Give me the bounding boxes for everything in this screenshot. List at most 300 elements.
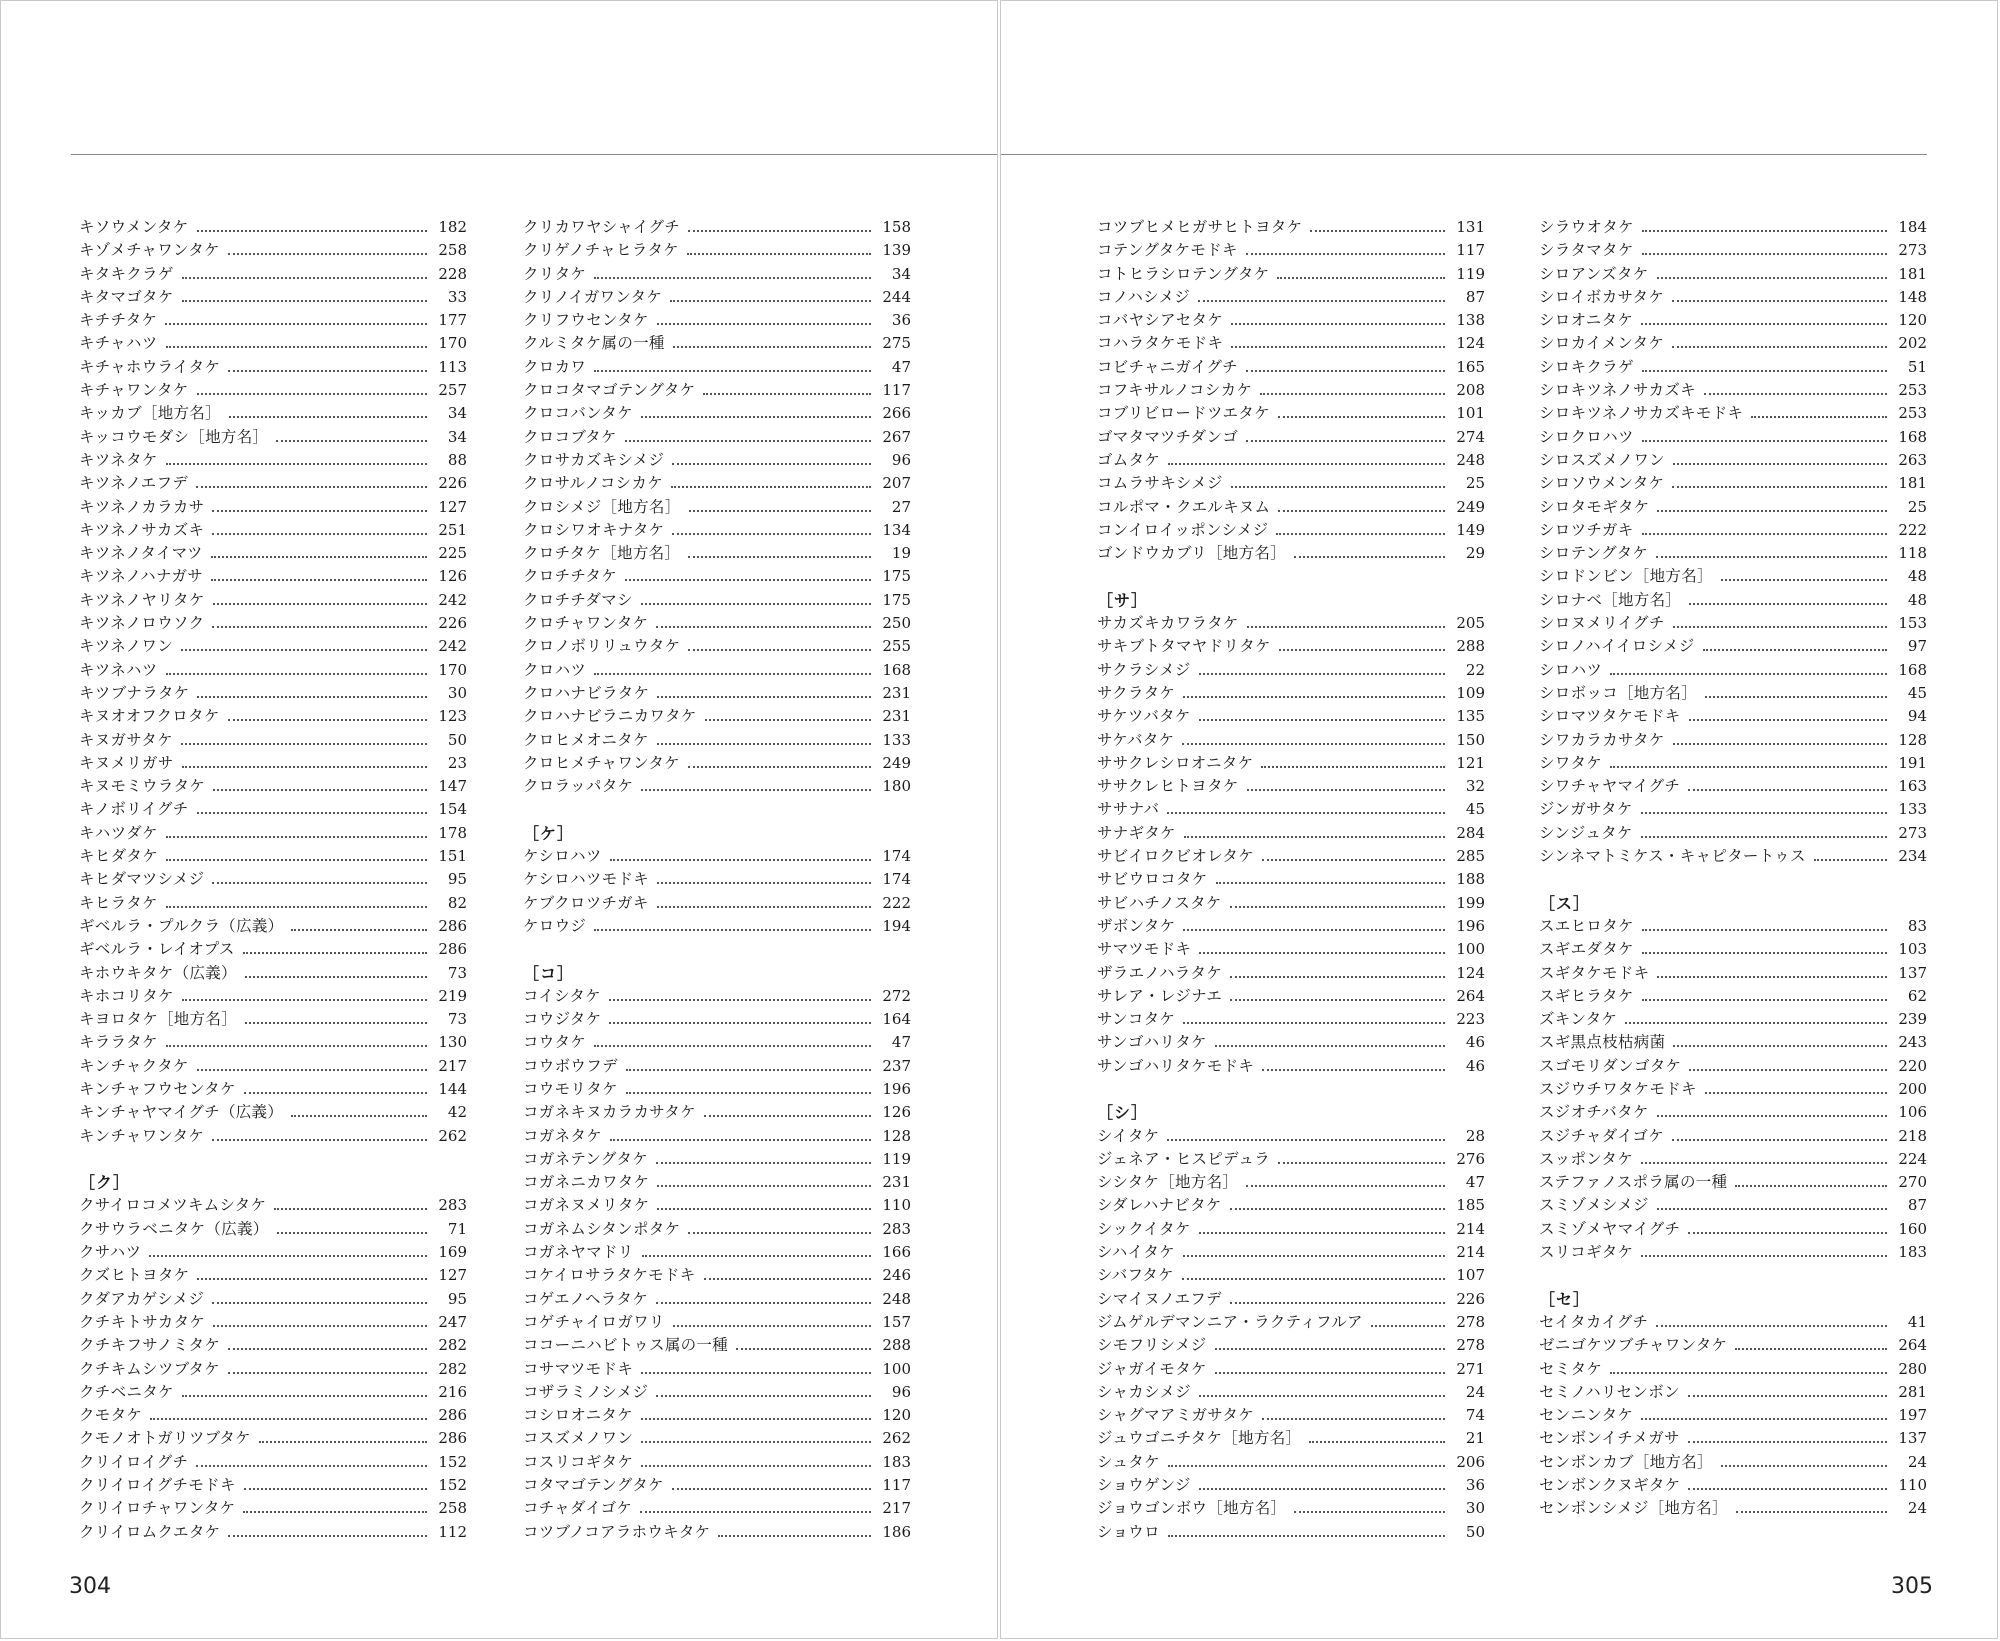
index-entry xyxy=(1539,1474,1927,1497)
dot-leader xyxy=(259,1441,427,1443)
entry-page-number: 28 xyxy=(1465,1126,1485,1145)
entry-name: キツネノワン xyxy=(79,637,174,656)
index-entry xyxy=(1097,705,1485,728)
entry-page-number: 200 xyxy=(1898,1079,1927,1098)
index-entry xyxy=(1097,1008,1485,1031)
entry-page-number: 286 xyxy=(438,1429,467,1448)
index-column xyxy=(1539,216,1927,1521)
dot-leader xyxy=(1657,277,1887,279)
index-entry xyxy=(79,589,467,612)
entry-name: センボンシメジ［地方名］ xyxy=(1539,1499,1728,1518)
entry-page-number: 224 xyxy=(1898,1149,1927,1168)
entry-name: スミゾメシメジ xyxy=(1539,1196,1649,1215)
dot-leader xyxy=(197,1278,427,1280)
index-entry xyxy=(1097,822,1485,845)
index-entry xyxy=(1539,216,1927,239)
dot-leader xyxy=(212,510,427,512)
entry-page-number: 24 xyxy=(1907,1452,1927,1471)
entry-name: キソウメンタケ xyxy=(79,218,189,236)
entry-page-number: 112 xyxy=(438,1522,467,1541)
dot-leader xyxy=(212,626,427,628)
entry-page-number: 144 xyxy=(438,1079,467,1098)
entry-page-number: 119 xyxy=(1456,264,1485,283)
entry-name: ジュウゴニチタケ［地方名］ xyxy=(1097,1429,1302,1448)
dot-leader xyxy=(641,1465,871,1467)
index-entry xyxy=(523,1194,911,1217)
entry-page-number: 83 xyxy=(1907,916,1927,935)
entry-name: コスリコギタケ xyxy=(523,1452,634,1471)
dot-leader xyxy=(609,1022,871,1024)
entry-name: キヒダタケ xyxy=(79,847,159,866)
entry-name: スリコギタケ xyxy=(1539,1243,1634,1262)
dot-leader xyxy=(1199,673,1445,675)
entry-page-number: 139 xyxy=(882,241,911,260)
entry-page-number: 45 xyxy=(1907,683,1927,702)
dot-leader xyxy=(609,999,871,1001)
entry-name: クロチチダマシ xyxy=(523,590,633,609)
index-entry xyxy=(523,1311,911,1334)
index-entry xyxy=(1097,1288,1485,1311)
entry-name: ケシロハツモドキ xyxy=(523,870,650,889)
entry-name: ギベルラ・プルクラ（広義） xyxy=(79,916,284,935)
entry-name: クサハツ xyxy=(79,1243,142,1262)
entry-page-number: 239 xyxy=(1898,1010,1927,1029)
index-entry xyxy=(1097,1381,1485,1404)
dot-leader xyxy=(211,556,427,558)
index-entry xyxy=(1097,1334,1485,1357)
index-entry xyxy=(1097,356,1485,379)
entry-name: コウボウフデ xyxy=(523,1056,618,1075)
dot-leader xyxy=(670,300,871,302)
entry-name: シャカシメジ xyxy=(1097,1382,1192,1401)
dot-leader xyxy=(688,649,871,651)
index-entry xyxy=(79,1427,467,1450)
entry-name: サケバタケ xyxy=(1097,730,1175,749)
entry-name: クリカワヤシャイグチ xyxy=(523,218,681,236)
entry-name: キツネノヤリタケ xyxy=(79,590,205,609)
entry-name: センニンタケ xyxy=(1539,1406,1634,1425)
entry-name: シロノハイイロシメジ xyxy=(1539,637,1695,656)
entry-name: ショウロ xyxy=(1097,1522,1160,1541)
index-entry xyxy=(1097,1404,1485,1427)
index-entry xyxy=(79,309,467,332)
entry-page-number: 33 xyxy=(447,287,467,306)
entry-page-number: 117 xyxy=(882,1476,911,1495)
entry-page-number: 25 xyxy=(1465,474,1485,493)
dot-leader xyxy=(1673,463,1887,465)
dot-leader xyxy=(1184,836,1445,838)
dot-leader xyxy=(1183,1255,1445,1257)
entry-page-number: 217 xyxy=(438,1056,467,1075)
entry-name: キツネノロウソク xyxy=(79,614,205,633)
dot-leader xyxy=(656,1162,871,1164)
dot-leader xyxy=(705,719,871,721)
index-entry xyxy=(523,1264,911,1287)
index-entry xyxy=(523,356,911,379)
entry-name: クサウラベニタケ（広義） xyxy=(79,1219,269,1238)
index-entry xyxy=(1097,379,1485,402)
entry-page-number: 154 xyxy=(438,800,467,819)
index-entry xyxy=(79,496,467,519)
entry-page-number: 124 xyxy=(1456,334,1485,353)
index-entry xyxy=(79,1288,467,1311)
entry-page-number: 95 xyxy=(447,870,467,889)
entry-page-number: 47 xyxy=(891,1033,911,1052)
index-entry xyxy=(1097,752,1485,775)
entry-name: クリイロムクエタケ xyxy=(79,1522,221,1541)
dot-leader xyxy=(1642,533,1888,535)
index-entry xyxy=(523,426,911,449)
entry-page-number: 283 xyxy=(882,1219,911,1238)
entry-name: シロスズメノワン xyxy=(1539,450,1665,469)
index-entry xyxy=(79,1031,467,1054)
dot-leader xyxy=(1277,277,1445,279)
index-entry xyxy=(523,1171,911,1194)
index-entry xyxy=(1539,985,1927,1008)
index-column xyxy=(523,216,911,1544)
dot-leader xyxy=(212,533,427,535)
index-entry xyxy=(523,286,911,309)
dot-leader xyxy=(1168,1465,1445,1467)
entry-page-number: 110 xyxy=(1898,1476,1927,1495)
entry-name: ギベルラ・レイオプス xyxy=(79,940,235,959)
entry-page-number: 175 xyxy=(882,567,911,586)
entry-name: キララタケ xyxy=(79,1033,158,1052)
dot-leader xyxy=(1198,300,1445,302)
index-entry xyxy=(1097,449,1485,472)
entry-name: コフキサルノコシカケ xyxy=(1097,381,1253,400)
entry-name: キヒダマツシメジ xyxy=(79,870,205,889)
index-entry xyxy=(1539,1334,1927,1357)
index-entry xyxy=(523,519,911,542)
index-entry xyxy=(1539,1101,1927,1124)
dot-leader xyxy=(276,440,427,442)
entry-name: キヌオオフクロタケ xyxy=(79,707,220,726)
dot-leader xyxy=(625,440,871,442)
index-entry xyxy=(79,729,467,752)
dot-leader xyxy=(1183,929,1445,931)
index-entry xyxy=(1097,962,1485,985)
dot-leader xyxy=(1247,626,1445,628)
index-entry xyxy=(79,286,467,309)
section-heading: ［ク］ xyxy=(79,1173,131,1193)
dot-leader xyxy=(671,486,871,488)
dot-leader xyxy=(673,1325,871,1327)
entry-page-number: 174 xyxy=(882,847,911,866)
index-entry xyxy=(1097,1125,1485,1148)
entry-page-number: 208 xyxy=(1456,381,1485,400)
dot-leader xyxy=(1657,510,1887,512)
entry-page-number: 248 xyxy=(882,1289,911,1308)
index-entry xyxy=(1097,1521,1485,1544)
dot-leader xyxy=(1721,1465,1887,1467)
dot-leader xyxy=(181,649,427,651)
dot-leader xyxy=(197,230,427,232)
index-entry xyxy=(1097,1264,1485,1287)
entry-name: センボンイチメガサ xyxy=(1539,1429,1680,1448)
index-entry xyxy=(1097,1055,1485,1078)
dot-leader xyxy=(641,603,871,605)
entry-page-number: 168 xyxy=(1898,427,1927,446)
entry-name: クロチタケ［地方名］ xyxy=(523,544,681,563)
entry-name: サクラシメジ xyxy=(1097,660,1191,679)
index-entry xyxy=(1539,1171,1927,1194)
dot-leader xyxy=(1199,719,1445,721)
entry-page-number: 107 xyxy=(1456,1266,1485,1285)
entry-name: コウモリタケ xyxy=(523,1079,618,1098)
index-entry xyxy=(79,519,467,542)
entry-name: キチャワンタケ xyxy=(79,381,189,400)
entry-name: コツブヒメヒガサヒトヨタケ xyxy=(1097,218,1303,236)
entry-page-number: 106 xyxy=(1898,1103,1927,1122)
entry-name: スギ黒点枝枯病菌 xyxy=(1539,1033,1666,1052)
entry-name: クロコタマゴテングタケ xyxy=(523,381,696,400)
entry-name: シワチャヤマイグチ xyxy=(1539,777,1681,796)
index-entry xyxy=(79,1008,467,1031)
dot-leader xyxy=(1689,603,1887,605)
dot-leader xyxy=(1735,1348,1887,1350)
dot-leader xyxy=(1672,1139,1887,1141)
index-entry xyxy=(79,659,467,682)
entry-page-number: 30 xyxy=(1465,1499,1485,1518)
entry-name: スジオチバタケ xyxy=(1539,1103,1649,1122)
index-entry xyxy=(79,356,467,379)
dot-leader xyxy=(1721,579,1887,581)
dot-leader xyxy=(1230,906,1445,908)
entry-page-number: 257 xyxy=(438,381,467,400)
index-entry xyxy=(1097,1171,1485,1194)
dot-leader xyxy=(641,416,871,418)
dot-leader xyxy=(1688,789,1887,791)
entry-page-number: 175 xyxy=(882,590,911,609)
entry-name: シマイヌノエフデ xyxy=(1097,1289,1222,1308)
entry-name: シロソウメンタケ xyxy=(1539,474,1665,493)
index-entry xyxy=(1097,729,1485,752)
entry-page-number: 120 xyxy=(882,1406,911,1425)
index-entry xyxy=(79,402,467,425)
entry-page-number: 202 xyxy=(1898,334,1927,353)
entry-page-number: 126 xyxy=(438,567,467,586)
entry-page-number: 100 xyxy=(1456,940,1485,959)
entry-name: クリイロイグチモドキ xyxy=(79,1476,236,1495)
dot-leader xyxy=(703,393,871,395)
entry-page-number: 183 xyxy=(882,1452,911,1471)
entry-page-number: 124 xyxy=(1456,963,1485,982)
entry-name: ササナバ xyxy=(1097,800,1160,819)
index-entry xyxy=(79,915,467,938)
dot-leader xyxy=(704,1115,871,1117)
entry-page-number: 42 xyxy=(447,1103,467,1122)
entry-page-number: 46 xyxy=(1465,1033,1485,1052)
index-entry xyxy=(1539,1008,1927,1031)
dot-leader xyxy=(1278,416,1445,418)
entry-page-number: 184 xyxy=(1898,218,1927,236)
entry-page-number: 46 xyxy=(1465,1056,1485,1075)
entry-page-number: 168 xyxy=(1898,660,1927,679)
dot-leader xyxy=(1309,1441,1445,1443)
dot-leader xyxy=(1230,1302,1445,1304)
entry-page-number: 73 xyxy=(447,1010,467,1029)
entry-name: シバフタケ xyxy=(1097,1266,1174,1285)
dot-leader xyxy=(245,1022,427,1024)
entry-page-number: 32 xyxy=(1465,777,1485,796)
dot-leader xyxy=(641,1441,871,1443)
index-entry xyxy=(1097,635,1485,658)
dot-leader xyxy=(1278,510,1445,512)
index-entry xyxy=(79,1194,467,1217)
dot-leader xyxy=(1262,859,1445,861)
entry-name: サンコタケ xyxy=(1097,1010,1176,1029)
entry-page-number: 74 xyxy=(1465,1406,1485,1425)
entry-page-number: 73 xyxy=(447,963,467,982)
index-entry xyxy=(79,1521,467,1544)
entry-name: コサマツモドキ xyxy=(523,1359,634,1378)
entry-name: ザボンタケ xyxy=(1097,916,1176,935)
index-entry xyxy=(1539,565,1927,588)
dot-leader xyxy=(1657,1208,1887,1210)
dot-leader xyxy=(277,1232,427,1234)
index-entry xyxy=(79,1334,467,1357)
entry-name: キッカブ［地方名］ xyxy=(79,404,221,423)
entry-page-number: 219 xyxy=(438,986,467,1005)
entry-page-number: 231 xyxy=(882,1173,911,1192)
dot-leader xyxy=(228,1535,427,1537)
index-entry xyxy=(79,1078,467,1101)
index-entry xyxy=(79,1474,467,1497)
dot-leader xyxy=(1199,1488,1445,1490)
entry-name: シロハツ xyxy=(1539,660,1603,679)
entry-name: クロヒメオニタケ xyxy=(523,730,649,749)
index-entry xyxy=(1097,985,1485,1008)
index-entry xyxy=(523,239,911,262)
dot-leader xyxy=(197,393,427,395)
index-entry xyxy=(79,962,467,985)
dot-leader xyxy=(1183,1022,1445,1024)
entry-page-number: 117 xyxy=(882,381,911,400)
dot-leader xyxy=(1278,1162,1445,1164)
index-entry xyxy=(79,775,467,798)
index-entry xyxy=(79,1101,467,1124)
index-entry xyxy=(523,1241,911,1264)
index-entry xyxy=(523,589,911,612)
entry-name: コビチャニガイグチ xyxy=(1097,357,1238,376)
dot-leader xyxy=(656,1302,871,1304)
dot-leader xyxy=(1262,1418,1445,1420)
dot-leader xyxy=(1642,440,1887,442)
index-entry xyxy=(523,332,911,355)
dot-leader xyxy=(1246,370,1445,372)
entry-name: キヌメリガサ xyxy=(79,753,174,772)
dot-leader xyxy=(1216,882,1445,884)
entry-name: シロクロハツ xyxy=(1539,427,1634,446)
entry-name: ゼニゴケツブチャワンタケ xyxy=(1539,1336,1728,1355)
index-entry xyxy=(1539,1404,1927,1427)
page-number: 304 xyxy=(69,1574,111,1599)
dot-leader xyxy=(1246,1185,1445,1187)
entry-page-number: 182 xyxy=(438,218,467,236)
dot-leader xyxy=(196,486,427,488)
entry-page-number: 97 xyxy=(1907,637,1927,656)
entry-page-number: 218 xyxy=(1898,1126,1927,1145)
entry-page-number: 284 xyxy=(1456,823,1485,842)
entry-name: コツブノコアラホウキタケ xyxy=(523,1522,711,1541)
entry-page-number: 234 xyxy=(1898,847,1927,866)
entry-name: スゴモリダンゴタケ xyxy=(1539,1056,1682,1075)
entry-name: ゴンドウカブリ［地方名］ xyxy=(1097,544,1286,563)
dot-leader xyxy=(657,882,871,884)
entry-name: ケブクロツチガキ xyxy=(523,893,649,912)
entry-name: シワタケ xyxy=(1539,753,1603,772)
dot-leader xyxy=(228,719,427,721)
index-entry xyxy=(1097,798,1485,821)
index-entry xyxy=(79,216,467,239)
dot-leader xyxy=(689,510,871,512)
dot-leader xyxy=(1199,1232,1445,1234)
dot-leader xyxy=(626,1069,871,1071)
entry-name: ジムゲルデマンニア・ラクティフルア xyxy=(1097,1312,1363,1331)
index-entry xyxy=(523,1125,911,1148)
index-entry xyxy=(1097,612,1485,635)
dot-leader xyxy=(1168,463,1445,465)
entry-name: スギエダタケ xyxy=(1539,940,1634,959)
entry-name: ザラエノハラタケ xyxy=(1097,963,1223,982)
dot-leader xyxy=(1230,999,1445,1001)
entry-page-number: 194 xyxy=(882,916,911,935)
entry-page-number: 166 xyxy=(882,1243,911,1262)
entry-page-number: 101 xyxy=(1456,404,1485,423)
index-entry xyxy=(79,565,467,588)
entry-page-number: 121 xyxy=(1456,753,1485,772)
entry-name: キホウキタケ（広義） xyxy=(79,963,237,982)
entry-page-number: 133 xyxy=(882,730,911,749)
dot-leader xyxy=(641,1372,871,1374)
entry-name: コシロオニタケ xyxy=(523,1406,633,1425)
entry-name: クロサカズキシメジ xyxy=(523,450,665,469)
dot-leader xyxy=(594,929,871,931)
entry-page-number: 168 xyxy=(882,660,911,679)
dot-leader xyxy=(1183,696,1445,698)
dot-leader xyxy=(1641,812,1887,814)
entry-page-number: 274 xyxy=(1456,427,1485,446)
index-entry xyxy=(523,1521,911,1544)
entry-name: サナギタケ xyxy=(1097,823,1176,842)
index-entry xyxy=(1097,1194,1485,1217)
dot-leader xyxy=(1688,1395,1887,1397)
index-entry xyxy=(523,1148,911,1171)
entry-name: クロコバンタケ xyxy=(523,404,633,423)
dot-leader xyxy=(657,906,871,908)
entry-page-number: 216 xyxy=(438,1382,467,1401)
index-entry xyxy=(523,449,911,472)
index-entry xyxy=(1539,1125,1927,1148)
index-entry xyxy=(1097,426,1485,449)
dot-leader xyxy=(1167,1139,1445,1141)
dot-leader xyxy=(213,1325,427,1327)
dot-leader xyxy=(610,1139,871,1141)
entry-page-number: 34 xyxy=(447,427,467,446)
entry-name: コタマゴテングタケ xyxy=(523,1476,664,1495)
index-entry xyxy=(1097,286,1485,309)
entry-name: シュタケ xyxy=(1097,1452,1160,1471)
index-entry xyxy=(79,868,467,891)
index-entry xyxy=(1097,1358,1485,1381)
index-entry xyxy=(1097,1148,1485,1171)
entry-name: キヌガサタケ xyxy=(79,730,173,749)
entry-name: シロイボカサタケ xyxy=(1539,287,1665,306)
dot-leader xyxy=(1642,929,1887,931)
entry-page-number: 34 xyxy=(891,264,911,283)
dot-leader xyxy=(1246,253,1445,255)
